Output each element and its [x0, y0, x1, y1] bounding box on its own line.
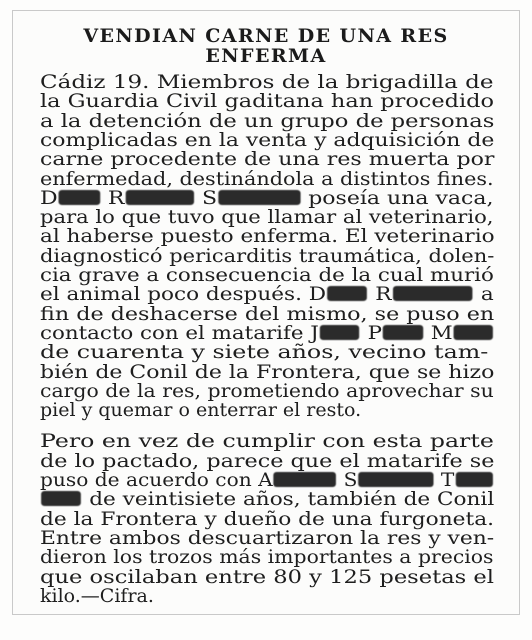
- redacted-name: [59, 190, 100, 205]
- text-run: Pero en vez de cumplir con esta parte: [40, 430, 494, 453]
- redacted-name: [454, 325, 494, 340]
- text-run: T: [434, 469, 455, 491]
- text-run: piel y quemar o enterrar el resto.: [40, 399, 362, 422]
- body-line: [40, 73, 493, 92]
- body-line: [40, 360, 495, 383]
- body-line: [40, 343, 488, 362]
- body-line: [40, 449, 495, 472]
- body-line: [40, 432, 494, 451]
- text-run: a: [474, 283, 494, 306]
- redacted-name: [274, 472, 336, 487]
- text-run: P: [360, 321, 382, 344]
- text-run: kilo.—Cifra.: [40, 584, 154, 607]
- text-run: S: [337, 469, 358, 491]
- text-run: el animal poco después. D: [40, 283, 327, 306]
- text-run: fin de deshacerse del mismo, se puso en: [40, 302, 495, 325]
- body-line: [40, 92, 494, 111]
- text-run: de veintisiete años, también de Conil: [82, 488, 495, 511]
- text-run: M: [423, 321, 453, 344]
- text-run: cargo de la res, prometiendo aprovechar su: [40, 379, 494, 402]
- text-run: R: [100, 186, 125, 209]
- redacted-name: [320, 325, 360, 340]
- redacted-name: [218, 190, 300, 205]
- redacted-name: [327, 286, 367, 301]
- body-line: [40, 379, 494, 402]
- text-run: dieron los trozos más importantes a precios: [40, 546, 494, 569]
- body-line: [40, 167, 494, 190]
- body-line: [40, 244, 495, 267]
- text-run: D: [40, 186, 58, 209]
- headline-line-1: VENDIAN CARNE DE UNA RES: [83, 25, 449, 47]
- text-run: bién de Conil de la Frontera, que se hizo: [40, 360, 495, 383]
- redacted-name: [126, 190, 194, 205]
- text-run: para lo que tuvo que llamar al veterinario,: [40, 206, 494, 229]
- body-line: [40, 227, 495, 246]
- redacted-name: [455, 472, 492, 487]
- body-line: [40, 285, 494, 304]
- text-run: que oscilaban entre 80 y 125 pesetas el: [40, 565, 495, 588]
- text-run: puso de acuerdo con A: [40, 469, 273, 491]
- text-run: complicadas en la venta y adquisición de: [40, 128, 495, 151]
- redacted-name: [383, 325, 423, 340]
- text-run: Entre ambos descuartizaron la res y ven-: [40, 526, 495, 549]
- body-line: [40, 548, 494, 567]
- body-line: [40, 128, 495, 151]
- text-run: a la detención de un grupo de personas: [40, 109, 495, 132]
- body-line: [40, 266, 494, 285]
- text-run: al haberse puesto enferma. El veterinario: [40, 225, 495, 248]
- headline-line-2: ENFERMA: [205, 45, 327, 67]
- text-run: la Guardia Civil gaditana han procedido: [40, 90, 494, 113]
- text-run: poseía una vaca,: [301, 186, 494, 209]
- redacted-name: [41, 491, 81, 506]
- body-line: [40, 186, 494, 209]
- text-run: carne procedente de una res muerta por: [40, 148, 495, 171]
- body-line: [40, 584, 154, 607]
- body-line: [40, 507, 495, 530]
- body-line: [40, 490, 494, 509]
- text-run: de lo pactado, parece que el matarife se: [40, 449, 495, 472]
- body-line: [40, 208, 494, 227]
- text-run: contacto con el matarife J: [40, 321, 319, 344]
- body-line: [40, 471, 494, 490]
- body-line: [40, 109, 495, 132]
- text-run: diagnosticó pericarditis traumática, dolen-: [40, 244, 495, 267]
- text-run: de cuarenta y siete años, vecino tam-: [40, 341, 489, 364]
- redacted-name: [359, 472, 434, 487]
- text-run: enfermedad, destinándola a distintos fines.: [40, 167, 494, 190]
- text-run: cia grave a consecuencia de la cual murió: [40, 264, 494, 286]
- body-line: [40, 302, 495, 325]
- body-line: [40, 401, 361, 420]
- text-run: S: [194, 186, 218, 209]
- body-line: [40, 321, 495, 344]
- body-line: [40, 150, 494, 169]
- redacted-name: [393, 286, 473, 301]
- text-run: de la Frontera y dueño de una furgoneta.: [40, 507, 495, 530]
- text-run: R: [368, 283, 392, 306]
- text-run: Cádiz 19. Miembros de la brigadilla de: [40, 71, 494, 93]
- body-line: [40, 565, 495, 588]
- body-line: [40, 526, 495, 549]
